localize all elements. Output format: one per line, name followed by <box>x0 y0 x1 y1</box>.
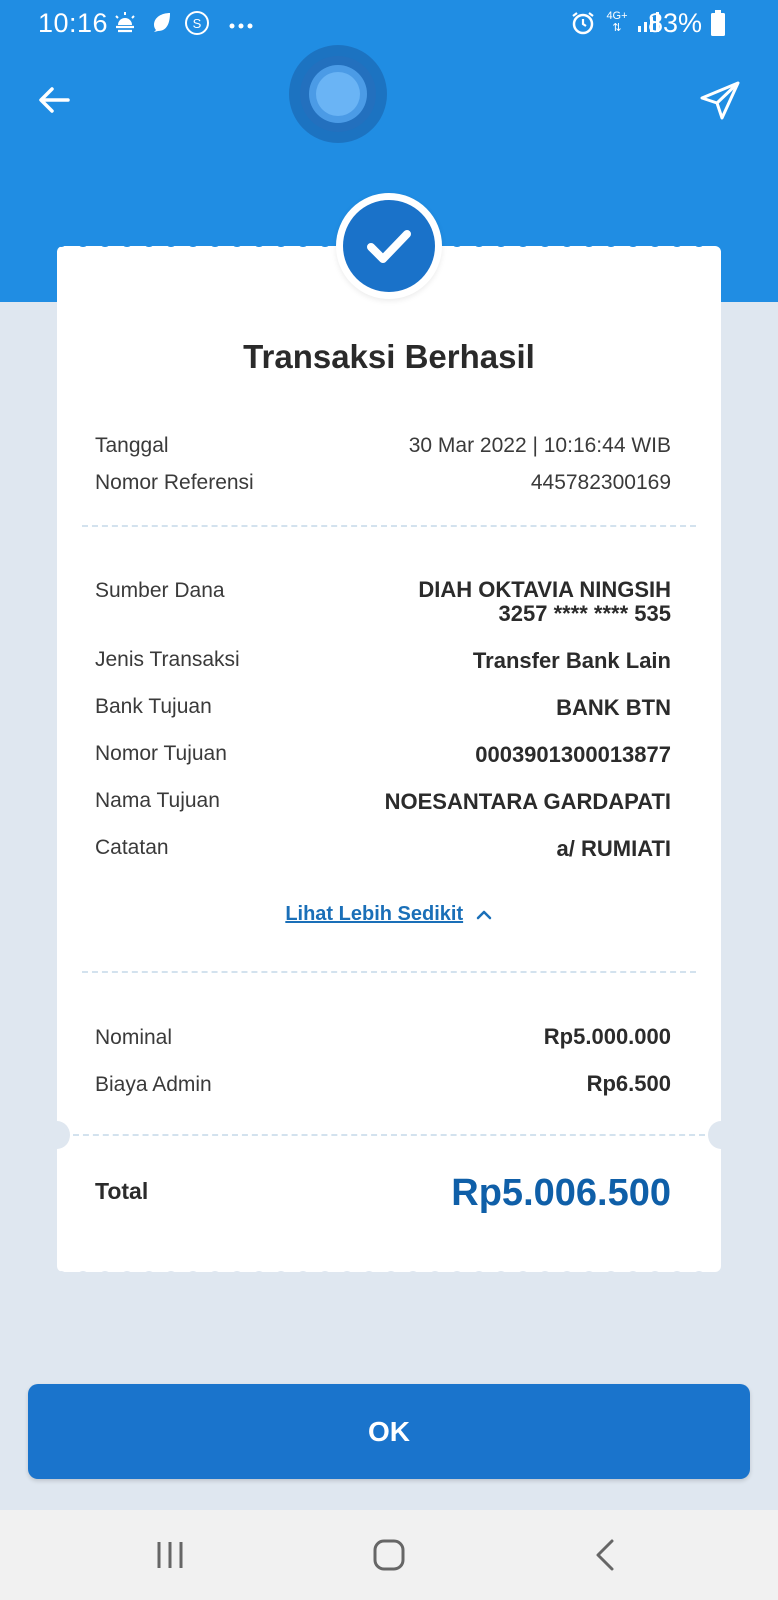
battery-percent: 83% <box>647 8 702 38</box>
s-app-icon <box>184 10 210 43</box>
transaction-type-label: Jenis Transaksi <box>95 648 240 671</box>
reference-label: Nomor Referensi <box>95 471 254 494</box>
recent-apps-button[interactable] <box>145 1532 195 1578</box>
back-nav-button[interactable] <box>582 1532 632 1578</box>
show-less-label: Lihat Lebih Sedikit <box>285 903 464 925</box>
reference-value: 445782300169 <box>530 471 671 494</box>
destination-name-value: NOESANTARA GARDAPATI <box>384 789 671 814</box>
nominal-value: Rp5.000.000 <box>543 1024 671 1049</box>
nominal-label: Nominal <box>95 1026 173 1049</box>
tear-notch-left <box>44 1121 70 1149</box>
success-badge <box>336 193 442 299</box>
source-account: 3257 **** **** 535 <box>498 601 671 626</box>
source-label: Sumber Dana <box>95 579 225 602</box>
recent-apps-icon <box>145 1532 195 1578</box>
assistant-orb-icon <box>289 45 387 143</box>
total-value: Rp5.006.500 <box>451 1172 671 1214</box>
network-type: 4G+ <box>606 10 628 22</box>
weather-icon <box>112 10 138 41</box>
show-less-link[interactable] <box>57 903 721 926</box>
receipt-scallop-bottom <box>57 1264 721 1276</box>
system-nav-bar <box>0 1510 778 1600</box>
destination-name-label: Nama Tujuan <box>95 789 220 812</box>
assistant-orb[interactable] <box>289 45 387 143</box>
note-label: Catatan <box>95 836 169 859</box>
svg-text:S: S <box>192 16 202 31</box>
more-notifications-icon <box>228 12 254 43</box>
check-icon <box>343 200 435 292</box>
network-icon: 4G+ ⇅ <box>606 10 628 34</box>
tear-line <box>73 1134 705 1136</box>
destination-bank-label: Bank Tujuan <box>95 695 212 718</box>
chevron-up-icon <box>475 909 493 921</box>
destination-number-value: 0003901300013877 <box>475 742 671 767</box>
alarm-icon <box>570 10 596 43</box>
date-label: Tanggal <box>95 434 169 457</box>
divider <box>82 525 696 527</box>
messenger-icon <box>150 10 174 41</box>
ok-button[interactable]: OK <box>28 1384 750 1479</box>
share-button[interactable] <box>696 76 744 124</box>
tear-notch-right <box>708 1121 734 1149</box>
status-bar <box>0 0 778 48</box>
destination-bank-value: BANK BTN <box>556 695 671 720</box>
page-title: Transaksi Berhasil <box>243 338 535 375</box>
battery-icon <box>710 9 726 44</box>
status-time: 10:16 <box>38 8 109 38</box>
back-button[interactable] <box>30 76 78 124</box>
home-icon <box>364 1532 414 1578</box>
admin-fee-value: Rp6.500 <box>586 1071 671 1096</box>
date-value: 30 Mar 2022 | 10:16:44 WIB <box>408 434 671 457</box>
success-badge-inner <box>343 200 435 292</box>
destination-number-label: Nomor Tujuan <box>95 742 227 765</box>
transaction-type-value: Transfer Bank Lain <box>472 648 671 673</box>
arrow-left-icon <box>30 76 78 124</box>
admin-fee-label: Biaya Admin <box>95 1073 212 1096</box>
send-icon <box>696 76 744 124</box>
divider <box>82 971 696 973</box>
source-name: DIAH OKTAVIA NINGSIH <box>418 577 671 602</box>
note-value: a/ RUMIATI <box>556 836 671 861</box>
total-label: Total <box>95 1178 149 1204</box>
back-nav-icon <box>582 1532 632 1578</box>
home-button[interactable] <box>364 1532 414 1578</box>
